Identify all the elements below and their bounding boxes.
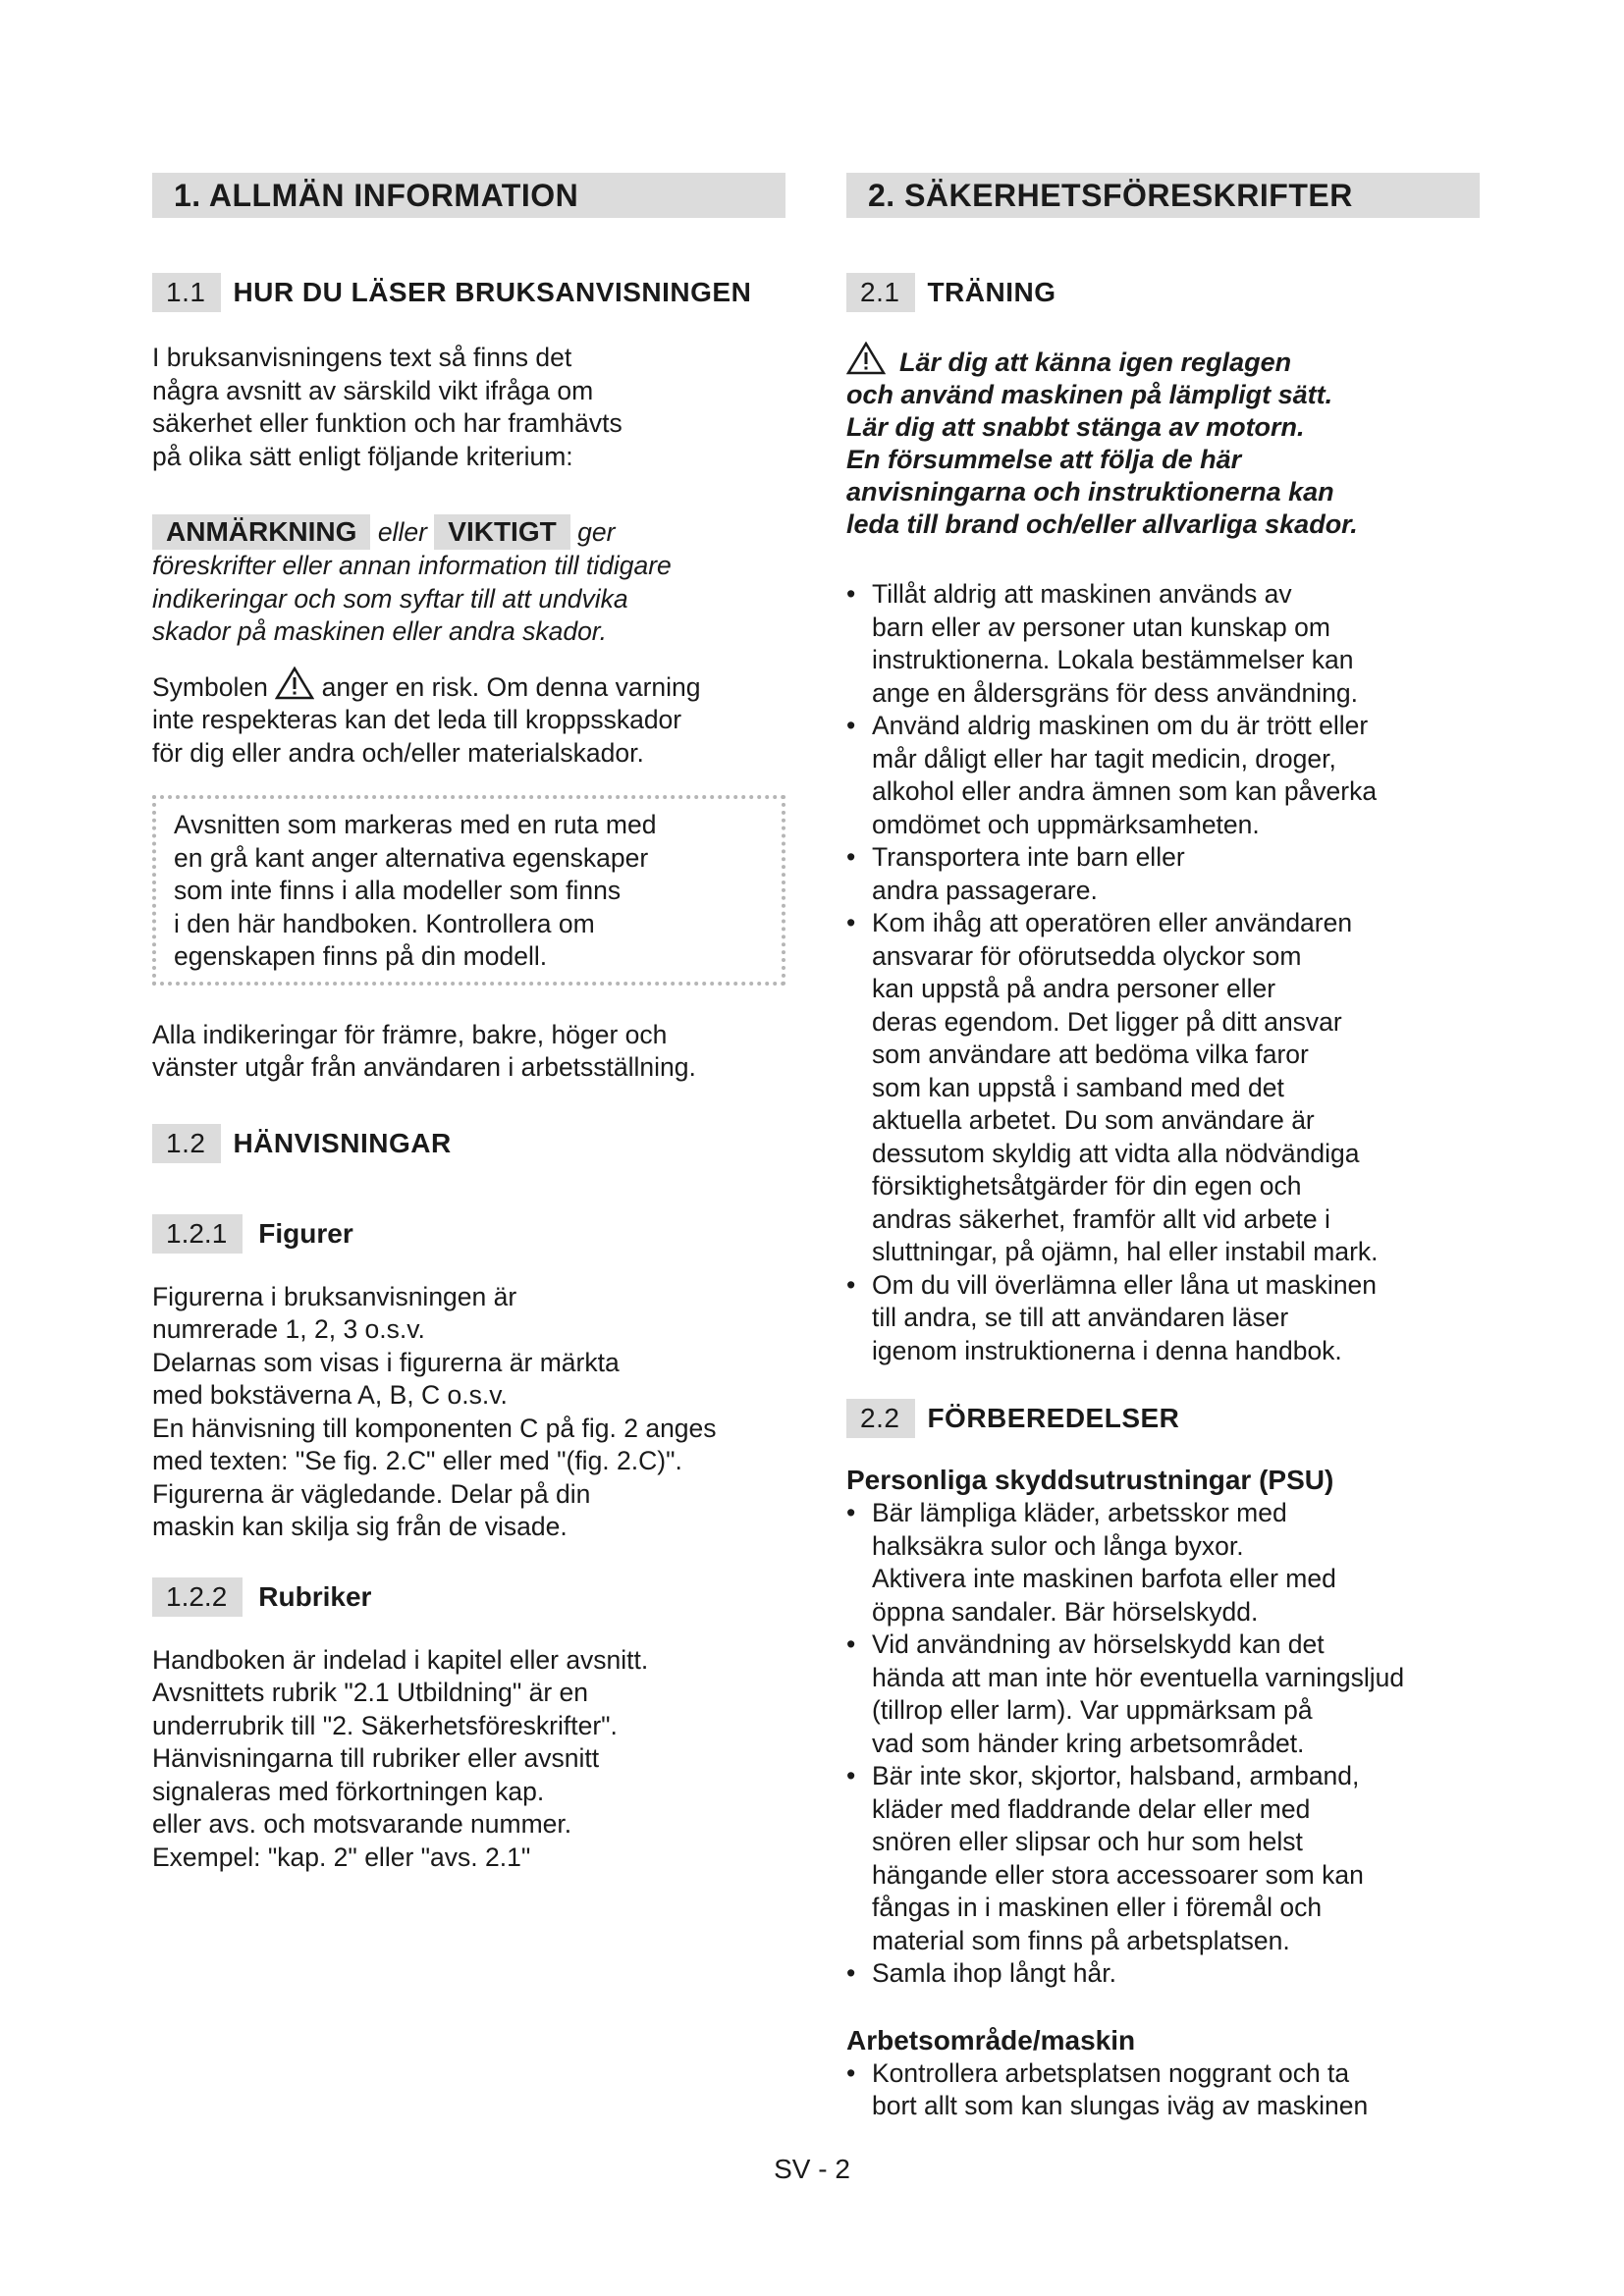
text-line: Alla indikeringar för främre, bakre, höger och [152, 1019, 668, 1049]
text-line: ange en åldersgräns för dess användning. [872, 677, 1359, 708]
psu-subheading: Personliga skyddsutrustningar (PSU) [846, 1465, 1334, 1495]
text-line: vänster utgår från användaren i arbetsställning. [152, 1052, 696, 1082]
important-tag: VIKTIGT [434, 514, 569, 550]
text-line: kläder med fladdrande delar eller med [872, 1793, 1311, 1824]
text-line: dessutom skyldig att vidta alla nödvändiga [872, 1138, 1360, 1168]
warning-triangle-icon [275, 667, 314, 700]
note-tag: ANMÄRKNING [152, 514, 370, 550]
text-line: andra passagerare. [872, 875, 1098, 905]
text-line: och använd maskinen på lämpligt sätt. [846, 380, 1333, 409]
section-2-heading: 2. SÄKERHETSFÖRESKRIFTER [846, 173, 1480, 218]
text-line: • Kontrollera arbetsplatsen noggrant och ta [872, 2057, 1350, 2088]
text-line: numrerade 1, 2, 3 o.s.v. [152, 1314, 425, 1344]
text-line: med bokstäverna A, B, C o.s.v. [152, 1380, 508, 1410]
section-number: 1.2 [152, 1124, 221, 1163]
section-title: HÄNVISNINGAR [233, 1127, 452, 1158]
work-area-subheading: Arbetsområde/maskin [846, 2024, 1136, 2056]
text-line: försiktighetsåtgärder för din egen och [872, 1171, 1302, 1201]
section-number: 1.1 [152, 273, 221, 312]
section-number: 1.2.1 [152, 1214, 243, 1254]
figures-paragraph [152, 1281, 785, 1544]
section-1-heading: 1. ALLMÄN INFORMATION [152, 173, 785, 218]
text-line: som inte finns i alla modeller som finns [174, 876, 622, 905]
text-line: deras egendom. Det ligger på ditt ansvar [872, 1006, 1342, 1037]
section-2-2-heading [846, 1399, 1480, 1438]
text-line: andras säkerhet, framför allt vid arbete i [872, 1203, 1330, 1234]
text-line: Aktivera inte maskinen barfota eller med [872, 1564, 1336, 1593]
list-item [846, 1957, 1480, 1991]
section-1-2-1-heading [152, 1214, 785, 1254]
section-title: HUR DU LÄSER BRUKSANVISNINGEN [233, 277, 752, 307]
optional-feature-box [152, 795, 785, 986]
text-line: Avsnittets rubrik "2.1 Utbildning" är en [152, 1678, 589, 1707]
section-number: 2.1 [846, 273, 915, 312]
text-line: föreskrifter eller annan information till tidigare [152, 551, 672, 580]
text-line: sluttningar, på ojämn, hal eller instabil mark. [872, 1237, 1379, 1266]
text-line: med texten: "Se fig. 2.C" eller med "(fig. 2.C)". [152, 1446, 682, 1475]
text-line: I bruksanvisningens text så finns det [152, 343, 572, 372]
text-line: • Bär lämpliga kläder, arbetsskor med [872, 1498, 1287, 1527]
section-number: 2.2 [846, 1399, 915, 1438]
text-line: Handboken är indelad i kapitel eller avsnitt. [152, 1644, 649, 1675]
text-line: skador på maskinen eller andra skador. [152, 616, 608, 646]
text-line: anvisningarna och instruktionerna kan [846, 477, 1334, 507]
text-line: säkerhet eller funktion och har framhävts [152, 408, 623, 438]
section-2-1-heading [846, 273, 1480, 312]
text-line: som kan uppstå i samband med det [872, 1072, 1284, 1102]
list-item [846, 907, 1480, 1269]
text-line: • Samla ihop långt hår. [872, 1958, 1116, 1988]
text-line: snören eller slipsar och hur som helst [872, 1827, 1303, 1856]
text-line: (tillrop eller larm). Var uppmärksam på [872, 1695, 1313, 1725]
text-line: bort allt som kan slungas iväg av maskinen [872, 2091, 1369, 2120]
text-line: • Bär inte skor, skjortor, halsband, armband, [872, 1761, 1360, 1790]
symbol-paragraph [152, 667, 785, 771]
text-line: alkohol eller andra ämnen som kan påverka [872, 776, 1378, 806]
text-span: ger [577, 517, 616, 547]
text-line: kan uppstå på andra personer eller [872, 974, 1276, 1003]
text-line: Avsnitten som markeras med en ruta med [174, 810, 657, 839]
text-line: egenskapen finns på din modell. [174, 941, 548, 971]
text-line: aktuella arbetet. Du som användare är [872, 1105, 1315, 1135]
page-number: SV - 2 [774, 2154, 850, 2184]
section-title: FÖRBEREDELSER [927, 1403, 1180, 1433]
right-column [846, 173, 1480, 2123]
text-line: instruktionerna. Lokala bestämmelser kan [872, 645, 1354, 674]
text-span: Lär dig att känna igen reglagen [899, 347, 1292, 377]
text-line: omdömet och uppmärksamheten. [872, 809, 1260, 839]
psu-list [846, 1497, 1480, 1991]
text-line: eller avs. och motsvarande nummer. [152, 1809, 572, 1839]
training-warning [846, 342, 1480, 541]
text-line: Figurerna är vägledande. Delar på din [152, 1478, 591, 1509]
text-line: Hänvisningarna till rubriker eller avsnitt [152, 1743, 600, 1773]
list-item [846, 1269, 1480, 1368]
section-title: Rubriker [258, 1580, 372, 1612]
text-line: igenom instruktionerna i denna handbok. [872, 1335, 1342, 1365]
text-line: Exempel: "kap. 2" eller "avs. 2.1" [152, 1842, 531, 1872]
text-line: en grå kant anger alternativa egenskaper [174, 842, 649, 873]
section-1-1-heading [152, 273, 785, 312]
text-line: En försummelse att följa de här [846, 445, 1242, 474]
text-span: anger en risk. Om denna varning [321, 671, 701, 702]
list-item [846, 2057, 1480, 2123]
text-line: några avsnitt av särskild vikt ifråga om [152, 375, 594, 405]
section-1-2-heading [152, 1124, 785, 1163]
text-line: öppna sandaler. Bär hörselskydd. [872, 1596, 1259, 1627]
headings-paragraph [152, 1644, 785, 1875]
text-line: leda till brand och/eller allvarliga skador. [846, 509, 1358, 539]
text-line: indikeringar och som syftar till att undvika [152, 583, 628, 614]
text-line: • Vid användning av hörselskydd kan det [872, 1629, 1325, 1659]
text-line: vad som händer kring arbetsområdet. [872, 1728, 1305, 1758]
text-line: hända att man inte hör eventuella varningsljud [872, 1662, 1405, 1692]
note-paragraph [152, 514, 785, 649]
text-line: barn eller av personer utan kunskap om [872, 612, 1330, 642]
list-item [846, 1760, 1480, 1957]
text-line: för dig eller andra och/eller materialskador. [152, 737, 644, 768]
section-1-2-2-heading [152, 1577, 785, 1617]
text-line: signaleras med förkortningen kap. [152, 1776, 545, 1806]
text-line: • Tillåt aldrig att maskinen används av [872, 579, 1292, 609]
text-line: material som finns på arbetsplatsen. [872, 1925, 1290, 1955]
text-span: eller [377, 517, 427, 547]
text-line: ansvarar för oförutsedda olyckor som [872, 940, 1302, 971]
text-line: En hänvisning till komponenten C på fig. 2 anges [152, 1413, 717, 1443]
list-item [846, 1497, 1480, 1629]
text-line: som användare att bedöma vilka faror [872, 1040, 1309, 1069]
text-span: Symbolen [152, 671, 268, 702]
text-line: underrubrik till "2. Säkerhetsföreskrifter". [152, 1710, 618, 1740]
left-column [152, 173, 785, 1874]
text-line: • Använd aldrig maskinen om du är trött eller [872, 711, 1369, 740]
text-line: på olika sätt enligt följande kriterium: [152, 441, 573, 471]
work-area-list [846, 2057, 1480, 2123]
text-line: inte respekteras kan det leda till kroppsskador [152, 705, 682, 734]
text-line: • Kom ihåg att operatören eller användaren [872, 908, 1353, 937]
text-line: Figurerna i bruksanvisningen är [152, 1281, 517, 1311]
text-line: hängande eller stora accessoarer som kan [872, 1859, 1364, 1890]
training-list [846, 578, 1480, 1367]
text-line: halksäkra sulor och långa byxor. [872, 1530, 1244, 1561]
warning-triangle-icon [846, 342, 886, 375]
direction-paragraph [152, 1019, 785, 1085]
text-line: till andra, se till att användaren läser [872, 1303, 1289, 1332]
section-number: 1.2.2 [152, 1577, 243, 1617]
list-item [846, 1629, 1480, 1760]
section-title: Figurer [258, 1217, 353, 1249]
text-line: fångas in i maskinen eller i föremål och [872, 1893, 1323, 1922]
text-line: • Om du vill överlämna eller låna ut maskinen [872, 1269, 1378, 1300]
text-line: i den här handboken. Kontrollera om [174, 908, 595, 938]
list-item [846, 578, 1480, 710]
text-line: Lär dig att snabbt stänga av motorn. [846, 412, 1305, 442]
intro-paragraph [152, 342, 785, 473]
text-line: • Transportera inte barn eller [872, 842, 1185, 872]
text-line: maskin kan skilja sig från de visade. [152, 1512, 568, 1541]
section-title: TRÄNING [927, 277, 1056, 307]
list-item [846, 710, 1480, 841]
text-line: mår dåligt eller har tagit medicin, droger, [872, 743, 1336, 774]
list-item [846, 841, 1480, 907]
text-line: Delarnas som visas i figurerna är märkta [152, 1347, 620, 1377]
